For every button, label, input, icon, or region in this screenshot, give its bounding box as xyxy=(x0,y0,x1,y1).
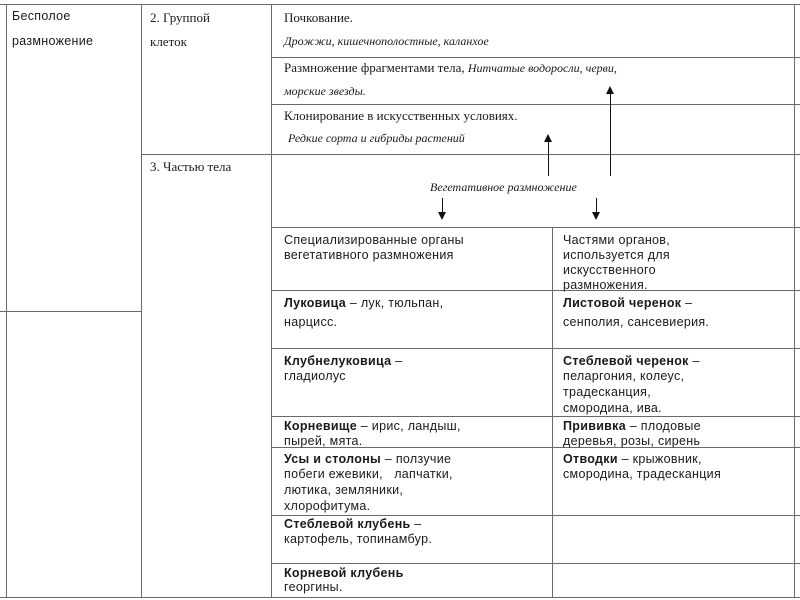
row-divider-fragments xyxy=(271,104,800,105)
specialized-organs-header-line1: Специализированные органы xyxy=(284,233,464,247)
organ-term: Клубнелуковица xyxy=(284,354,392,368)
organ-desc: – лук, тюльпан, xyxy=(346,296,444,310)
row-divider-organ-headers xyxy=(271,290,800,291)
organ-parts-header-line2: используется для xyxy=(563,248,670,262)
fragments-examples: Нитчатые водоросли, черви, xyxy=(467,61,617,75)
arrow-down-specialized-icon xyxy=(438,212,446,220)
arrow-up-cloning-shaft xyxy=(548,140,549,176)
column-divider-1 xyxy=(141,4,142,598)
organ-entry-grafting xyxy=(563,419,701,434)
organ-entry-stolons-line4: хлорофитума. xyxy=(284,499,371,513)
budding-examples: Дрожжи, кишечнополостные, каланхое xyxy=(284,34,489,48)
asexual-reproduction-label-line2: размножение xyxy=(12,34,94,48)
organ-entry-corm-cont: гладиолус xyxy=(284,369,346,383)
fragments-title xyxy=(284,60,617,76)
organ-entry-corm xyxy=(284,354,402,369)
organ-desc: – xyxy=(688,354,700,368)
organ-term: Стеблевой черенок xyxy=(563,354,689,368)
organ-entry-layering xyxy=(563,452,702,467)
row-divider-5 xyxy=(271,563,800,564)
organ-entry-stem-cutting-line4: смородина, ива. xyxy=(563,401,662,415)
row-divider-2 xyxy=(271,416,800,417)
organ-entry-stolons-line2: побеги ежевики, лапчатки, xyxy=(284,467,453,481)
organ-term: Усы и столоны xyxy=(284,452,382,466)
organ-parts-header-line4: размножения. xyxy=(563,278,648,292)
table-bottom-border xyxy=(0,597,800,598)
organ-entry-layering-cont: смородина, традесканция xyxy=(563,467,722,481)
organ-entry-leaf-cutting-cont: сенполия, сансевиерия. xyxy=(563,315,710,329)
organ-entry-leaf-cutting xyxy=(563,296,692,311)
column-divider-2 xyxy=(271,4,272,598)
organ-term: Прививка xyxy=(563,419,626,433)
table-right-border xyxy=(794,4,795,598)
asexual-reproduction-label-line1: Бесполое xyxy=(12,9,71,23)
group-of-cells-label-line2: клеток xyxy=(150,34,187,49)
arrow-down-parts-shaft xyxy=(596,198,597,212)
organ-entry-stem-tuber-cont: картофель, топинамбур. xyxy=(284,532,433,546)
table-top-border xyxy=(0,4,800,5)
organ-entry-rhizome xyxy=(284,419,461,434)
organ-entry-rhizome-cont: пырей, мята. xyxy=(284,434,363,448)
cloning-title: Клонирование в искусственных условиях. xyxy=(284,108,518,123)
specialized-organs-header-line2: вегетативного размножения xyxy=(284,248,454,262)
vegetative-reproduction-label: Вегетативное размножение xyxy=(430,180,577,194)
row-divider-1 xyxy=(271,348,800,349)
arrow-up-cloning-icon xyxy=(544,134,552,142)
organ-desc: – плодовые xyxy=(625,419,701,433)
organ-desc: – xyxy=(410,517,422,531)
arrow-down-parts-icon xyxy=(592,212,600,220)
organ-entry-stem-cutting-line3: традесканция, xyxy=(563,385,652,399)
organ-entry-grafting-cont: деревья, розы, сирень xyxy=(563,434,701,448)
row-divider-4 xyxy=(271,515,800,516)
organ-term: Листовой черенок xyxy=(563,296,682,310)
organ-parts-header-line1: Частями органов, xyxy=(563,233,670,247)
fragments-examples-cont: морские звезды. xyxy=(284,84,366,98)
organ-term: Луковица xyxy=(284,296,347,310)
organ-term: Отводки xyxy=(563,452,618,466)
organ-entry-stem-tuber xyxy=(284,517,422,532)
cloning-examples: Редкие сорта и гибриды растений xyxy=(288,131,465,145)
organ-desc: – ирис, ландыш, xyxy=(356,419,461,433)
organ-entry-bulb xyxy=(284,296,443,311)
arrow-up-fragments-icon xyxy=(606,86,614,94)
organ-term: Стеблевой клубень xyxy=(284,517,411,531)
organ-entry-root-tuber xyxy=(284,566,404,581)
organ-entry-stem-cutting-line2: пеларгония, колеус, xyxy=(563,369,685,383)
group-of-cells-label-line1: 2. Группой xyxy=(150,10,210,25)
organ-entry-stem-cutting xyxy=(563,354,700,369)
table-left-border xyxy=(6,4,7,598)
row-divider-budding xyxy=(271,57,800,58)
organ-term: Корневой клубень xyxy=(284,566,404,580)
organ-entry-root-tuber-cont: георгины. xyxy=(284,580,343,594)
arrow-up-fragments-shaft xyxy=(610,92,611,176)
row-divider-group xyxy=(141,154,800,155)
organ-entry-bulb-cont: нарцисс. xyxy=(284,315,338,329)
arrow-down-specialized-shaft xyxy=(442,198,443,212)
organ-parts-header-line3: искусственного xyxy=(563,263,656,277)
budding-title: Почкование. xyxy=(284,10,353,25)
organ-term: Корневище xyxy=(284,419,357,433)
organ-desc: – крыжовник, xyxy=(617,452,702,466)
row-divider-left-columns xyxy=(0,311,141,312)
organ-desc: – ползучие xyxy=(381,452,452,466)
part-of-body-label: 3. Частью тела xyxy=(150,159,232,174)
column-divider-organs xyxy=(552,227,553,598)
row-divider-vegetative-header xyxy=(271,227,800,228)
organ-desc: – xyxy=(681,296,693,310)
organ-entry-stolons-line3: лютика, земляники, xyxy=(284,483,404,497)
organ-desc: – xyxy=(391,354,403,368)
fragments-title-text: Размножение фрагментами тела, xyxy=(284,60,465,75)
organ-entry-stolons xyxy=(284,452,451,467)
